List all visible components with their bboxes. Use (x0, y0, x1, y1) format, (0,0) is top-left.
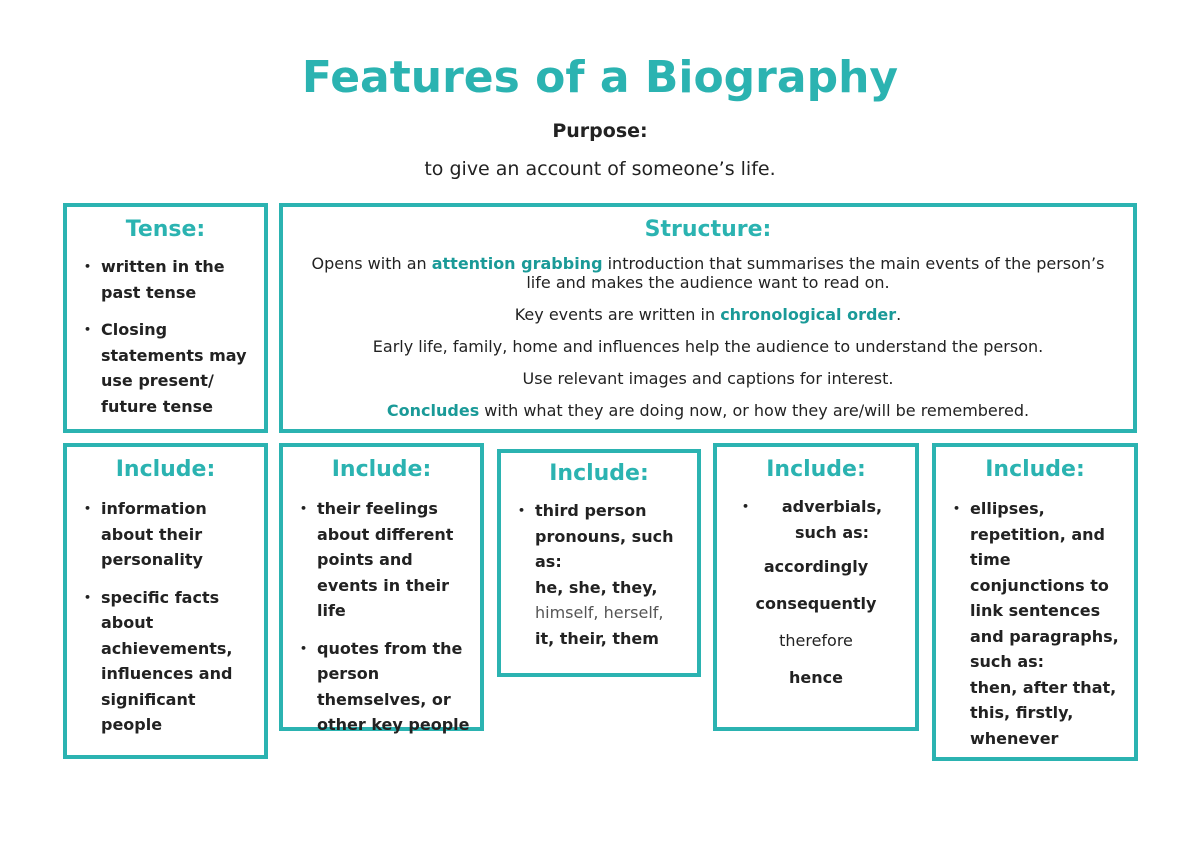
include-heading: Include: (766, 457, 866, 482)
purpose-text: to give an account of someone’s life. (424, 158, 776, 180)
pronoun-intro: third person pronouns, such as: (535, 501, 674, 571)
include-item: • quotes from the person themselves, or other key people (291, 636, 474, 738)
include-heading: Include: (331, 457, 432, 482)
include-heading: Include: (985, 457, 1085, 482)
pronoun-examples: he, she, they, (535, 577, 658, 597)
structure-paragraph: Early life, family, home and influences help the audience to understand the person. (372, 337, 1044, 356)
highlight-text: Concludes (386, 401, 480, 420)
include-item: • adverbials, such as: (733, 494, 905, 545)
include-item (944, 496, 1128, 751)
include-heading: Include: (115, 457, 216, 482)
include-box-conjunctions (932, 443, 1138, 761)
structure-paragraph: Key events are written in chronological order. (514, 305, 902, 324)
include-item: • their feelings about different points and events in their life (291, 496, 474, 624)
include-item: • specific facts about achievements, influences and significant people (75, 585, 258, 738)
highlight-text: chronological order (720, 305, 897, 324)
structure-paragraph: Opens with an attention grabbing introduction that summarises the main events of the person’s life and makes the audience want to read on. (311, 254, 1105, 292)
structure-box (279, 203, 1137, 433)
adverbial-word: accordingly (763, 557, 869, 576)
include-box-adverbials (713, 443, 919, 731)
tense-heading: Tense: (125, 217, 206, 242)
include-box-personality (63, 443, 268, 759)
include-item: • information about their personality (75, 496, 258, 573)
tense-box (63, 203, 268, 433)
tense-item: • Closing statements may use present/ future tense (75, 317, 258, 419)
structure-paragraph: Use relevant images and captions for interest. (522, 369, 894, 388)
conjunction-intro: ellipses, repetition, and time conjunctions to link sentences and paragraphs, such as: (970, 499, 1119, 671)
structure-heading: Structure: (644, 217, 772, 242)
tense-item: • written in the past tense (75, 254, 258, 305)
pronoun-examples: it, their, them (535, 628, 659, 648)
include-box-pronouns (497, 449, 701, 677)
page-title: Features of a Biography (301, 52, 899, 103)
adverbial-word: therefore (779, 631, 853, 650)
purpose-label: Purpose: (552, 120, 648, 142)
highlight-text: attention grabbing (431, 254, 603, 273)
adverbial-word: consequently (755, 594, 877, 613)
conjunction-examples: then, after that, this, firstly, whenever (970, 677, 1117, 748)
include-box-feelings (279, 443, 484, 734)
pronoun-examples: himself, herself, (535, 603, 664, 622)
include-heading: Include: (549, 461, 649, 486)
include-item (509, 498, 691, 651)
structure-paragraph: Concludes with what they are doing now, or how they are/will be remembered. (386, 401, 1030, 420)
adverbial-word: hence (789, 668, 843, 687)
